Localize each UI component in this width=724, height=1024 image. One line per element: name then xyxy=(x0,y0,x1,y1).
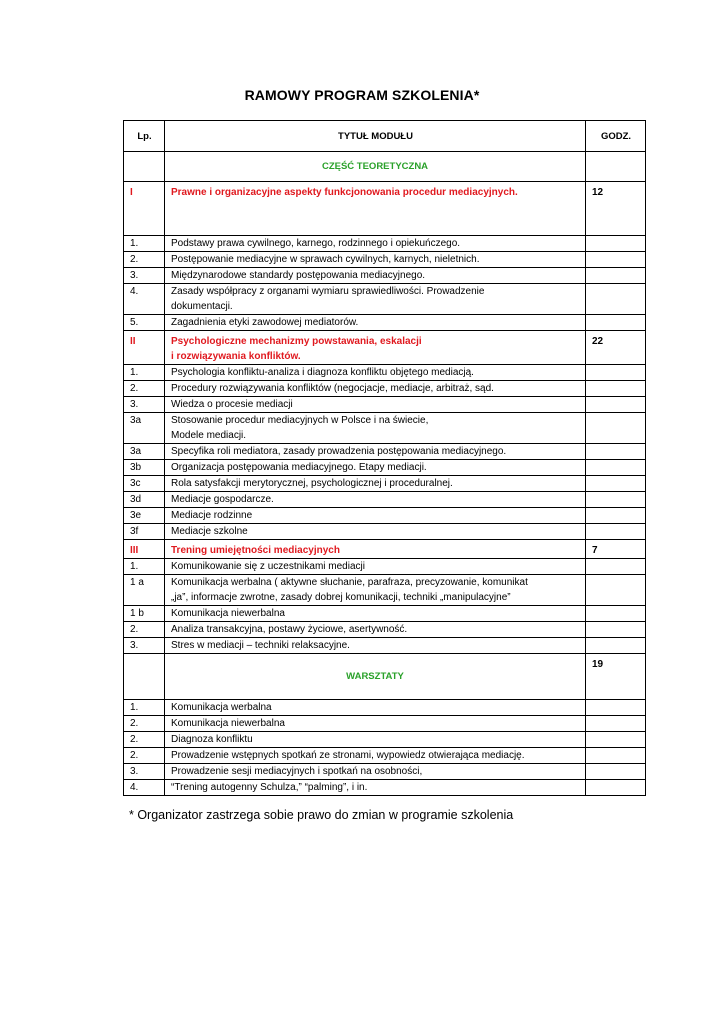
row-lp: 3f xyxy=(124,524,165,540)
row-title: Diagnoza konfliktu xyxy=(165,732,586,748)
row-title: Stres w mediacji – techniki relaksacyjne. xyxy=(165,638,586,654)
module-hours: 12 xyxy=(586,182,646,236)
row-lp: 4. xyxy=(124,284,165,315)
row-hours xyxy=(586,575,646,606)
row-title: Komunikacja niewerbalna xyxy=(165,606,586,622)
row-lp: 3a xyxy=(124,413,165,444)
row-title-line2: „ja”, informacje zwrotne, zasady dobrej komunikacji, techniki „manipulacyjne” xyxy=(171,592,511,603)
row-title xyxy=(165,284,586,315)
row-title: Organizacja postępowania mediacyjnego. Etapy mediacji. xyxy=(165,460,586,476)
table-row xyxy=(124,476,646,492)
row-lp: 2. xyxy=(124,748,165,764)
table-row xyxy=(124,559,646,575)
row-title-line1: Zasady współpracy z organami wymiaru sprawiedliwości. Prowadzenie xyxy=(171,286,485,297)
row-lp: 1. xyxy=(124,236,165,252)
row-hours xyxy=(586,700,646,716)
row-lp: 4. xyxy=(124,780,165,796)
row-title-line2: Modele mediacji. xyxy=(171,430,247,441)
table-row xyxy=(124,492,646,508)
row-title: Mediacje szkolne xyxy=(165,524,586,540)
row-hours xyxy=(586,284,646,315)
module-title: Prawne i organizacyjne aspekty funkcjonowania procedur mediacyjnych. xyxy=(165,182,586,236)
table-row xyxy=(124,397,646,413)
row-hours xyxy=(586,622,646,638)
row-hours xyxy=(586,315,646,331)
table-header-row xyxy=(124,121,646,152)
row-title: “Trening autogenny Schulza,” “palming”, i in. xyxy=(165,780,586,796)
table-row xyxy=(124,716,646,732)
row-hours xyxy=(586,444,646,460)
row-title: Wiedza o procesie mediacji xyxy=(165,397,586,413)
module-lp: II xyxy=(124,331,165,365)
row-hours xyxy=(586,748,646,764)
row-lp: 2. xyxy=(124,381,165,397)
row-title: Prowadzenie wstępnych spotkań ze stronami, wypowiedz otwierająca mediację. xyxy=(165,748,586,764)
workshops-section-row xyxy=(124,654,646,700)
row-title: Specyfika roli mediatora, zasady prowadzenia postępowania mediacyjnego. xyxy=(165,444,586,460)
page-title: RAMOWY PROGRAM SZKOLENIA* xyxy=(244,87,480,103)
row-hours xyxy=(586,638,646,654)
module-row xyxy=(124,331,646,365)
row-hours xyxy=(586,268,646,284)
row-lp: 3. xyxy=(124,638,165,654)
theory-section-label: CZĘŚĆ TEORETYCZNA xyxy=(165,152,586,182)
module-row xyxy=(124,540,646,559)
table-row xyxy=(124,381,646,397)
table-row xyxy=(124,700,646,716)
row-hours xyxy=(586,365,646,381)
row-title: Zagadnienia etyki zawodowej mediatorów. xyxy=(165,315,586,331)
row-title: Procedury rozwiązywania konfliktów (negocjacje, mediacje, arbitraż, sąd. xyxy=(165,381,586,397)
table-row xyxy=(124,764,646,780)
row-lp: 2. xyxy=(124,716,165,732)
row-title-line1: Komunikacja werbalna ( aktywne słuchanie, parafraza, precyzowanie, komunikat xyxy=(171,577,528,588)
table-row xyxy=(124,622,646,638)
row-title-line2: dokumentacji. xyxy=(171,301,233,312)
row-hours xyxy=(586,764,646,780)
row-title: Mediacje gospodarcze. xyxy=(165,492,586,508)
table-row xyxy=(124,315,646,331)
row-lp: 2. xyxy=(124,252,165,268)
row-lp: 3e xyxy=(124,508,165,524)
row-title: Prowadzenie sesji mediacyjnych i spotkań na osobności, xyxy=(165,764,586,780)
row-lp: 2. xyxy=(124,732,165,748)
row-lp: 1. xyxy=(124,559,165,575)
module-hours: 7 xyxy=(586,540,646,559)
theory-section-row xyxy=(124,152,646,182)
module-lp: I xyxy=(124,182,165,236)
row-lp: 1 a xyxy=(124,575,165,606)
row-lp: 3a xyxy=(124,444,165,460)
table-row xyxy=(124,780,646,796)
table-row xyxy=(124,638,646,654)
table-row xyxy=(124,732,646,748)
header-hours: GODZ. xyxy=(586,121,646,152)
table-row xyxy=(124,575,646,606)
header-lp: Lp. xyxy=(124,121,165,152)
row-lp: 2. xyxy=(124,622,165,638)
row-lp: 1 b xyxy=(124,606,165,622)
row-title: Postępowanie mediacyjne w sprawach cywilnych, karnych, nieletnich. xyxy=(165,252,586,268)
module-title-line2: i rozwiązywania konfliktów. xyxy=(171,351,301,362)
row-hours xyxy=(586,460,646,476)
row-lp: 3. xyxy=(124,764,165,780)
table-row xyxy=(124,252,646,268)
module-row xyxy=(124,182,646,236)
row-hours xyxy=(586,606,646,622)
table-row xyxy=(124,606,646,622)
row-title: Rola satysfakcji merytorycznej, psychologicznej i proceduralnej. xyxy=(165,476,586,492)
workshops-hours: 19 xyxy=(586,654,646,700)
table-row xyxy=(124,524,646,540)
section-lp-cell xyxy=(124,152,165,182)
table-row xyxy=(124,748,646,764)
row-hours xyxy=(586,780,646,796)
row-title xyxy=(165,413,586,444)
row-title-line1: Stosowanie procedur mediacyjnych w Polsce i na świecie, xyxy=(171,415,429,426)
table-row xyxy=(124,413,646,444)
row-hours xyxy=(586,413,646,444)
row-hours xyxy=(586,559,646,575)
row-hours xyxy=(586,716,646,732)
row-title: Komunikacja niewerbalna xyxy=(165,716,586,732)
row-lp: 3. xyxy=(124,397,165,413)
row-lp: 3. xyxy=(124,268,165,284)
row-hours xyxy=(586,236,646,252)
row-title xyxy=(165,575,586,606)
row-hours xyxy=(586,508,646,524)
section-hours-cell xyxy=(586,152,646,182)
row-lp: 5. xyxy=(124,315,165,331)
module-title xyxy=(165,331,586,365)
row-title: Podstawy prawa cywilnego, karnego, rodzinnego i opiekuńczego. xyxy=(165,236,586,252)
row-hours xyxy=(586,381,646,397)
row-lp: 3b xyxy=(124,460,165,476)
table-row xyxy=(124,284,646,315)
row-lp: 1. xyxy=(124,365,165,381)
module-hours: 22 xyxy=(586,331,646,365)
row-hours xyxy=(586,492,646,508)
program-table xyxy=(123,120,646,796)
row-hours xyxy=(586,397,646,413)
section-lp-cell xyxy=(124,654,165,700)
row-title: Analiza transakcyjna, postawy życiowe, asertywność. xyxy=(165,622,586,638)
module-title-line1: Psychologiczne mechanizmy powstawania, eskalacji xyxy=(171,336,422,347)
table-row xyxy=(124,444,646,460)
row-title: Międzynarodowe standardy postępowania mediacyjnego. xyxy=(165,268,586,284)
workshops-section-label: WARSZTATY xyxy=(165,654,586,700)
row-hours xyxy=(586,524,646,540)
row-title: Komunikacja werbalna xyxy=(165,700,586,716)
table-row xyxy=(124,365,646,381)
row-hours xyxy=(586,732,646,748)
row-lp: 1. xyxy=(124,700,165,716)
table-row xyxy=(124,268,646,284)
row-title: Psychologia konfliktu-analiza i diagnoza konfliktu objętego mediacją. xyxy=(165,365,586,381)
row-hours xyxy=(586,252,646,268)
module-title: Trening umiejętności mediacyjnych xyxy=(165,540,586,559)
table-row xyxy=(124,508,646,524)
table-row xyxy=(124,460,646,476)
module-lp: III xyxy=(124,540,165,559)
row-title: Mediacje rodzinne xyxy=(165,508,586,524)
row-lp: 3c xyxy=(124,476,165,492)
row-hours xyxy=(586,476,646,492)
row-lp: 3d xyxy=(124,492,165,508)
footer-note: * Organizator zastrzega sobie prawo do zmian w programie szkolenia xyxy=(129,808,514,822)
header-title: TYTUŁ MODUŁU xyxy=(165,121,586,152)
table-row xyxy=(124,236,646,252)
row-title: Komunikowanie się z uczestnikami mediacji xyxy=(165,559,586,575)
